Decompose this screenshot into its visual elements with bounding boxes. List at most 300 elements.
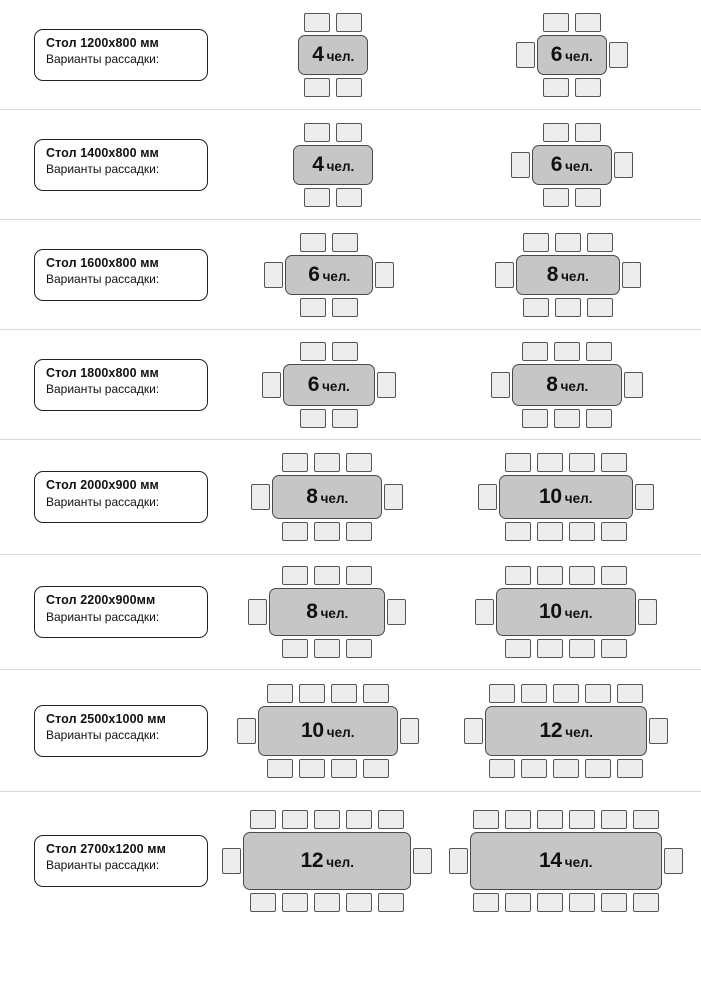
chair	[585, 759, 611, 778]
chair	[336, 188, 362, 207]
chair-slot-right	[622, 372, 645, 398]
table-midsection	[476, 475, 656, 519]
chair	[332, 233, 358, 252]
table-midsection	[489, 364, 645, 406]
chairs-bottom	[304, 78, 362, 97]
table-size-label	[34, 586, 208, 638]
table-shape	[258, 706, 398, 756]
chair	[575, 13, 601, 32]
chair	[336, 13, 362, 32]
seat-count: 10	[301, 718, 324, 742]
chair-slot-right	[636, 599, 659, 625]
chairs-bottom	[250, 893, 404, 912]
seat-count: 6	[550, 42, 563, 66]
table-size-title: Стол 2200x900мм	[46, 593, 156, 607]
seating-variant	[275, 13, 391, 97]
seating-variant	[489, 342, 645, 428]
chair	[585, 684, 611, 703]
chair-slot-left	[514, 42, 537, 68]
chair	[473, 810, 499, 829]
seat-count: 8	[546, 262, 559, 286]
table-midsection	[262, 255, 396, 295]
chair	[304, 78, 330, 97]
seat-unit: чел.	[326, 48, 355, 64]
chair	[400, 718, 419, 744]
chair	[300, 233, 326, 252]
chair	[649, 718, 668, 744]
chair	[555, 298, 581, 317]
chairs-bottom	[523, 298, 613, 317]
seating-variant	[473, 566, 659, 658]
chair	[300, 342, 326, 361]
chair	[505, 522, 531, 541]
chair-slot-right	[620, 262, 643, 288]
chair-slot-left	[489, 372, 512, 398]
chairs-top	[304, 123, 362, 142]
chair	[601, 453, 627, 472]
chair	[346, 453, 372, 472]
chair	[505, 639, 531, 658]
chair	[346, 566, 372, 585]
chair	[262, 372, 281, 398]
seat-unit: чел.	[322, 378, 350, 394]
seat-count: 14	[539, 848, 562, 872]
chair	[304, 13, 330, 32]
chairs-top	[282, 453, 372, 472]
seat-count: 4	[312, 42, 324, 66]
chair	[601, 639, 627, 658]
seat-capacity	[546, 373, 588, 397]
seat-capacity	[539, 485, 592, 509]
chair	[304, 188, 330, 207]
seat-unit: чел.	[320, 606, 349, 621]
chairs-bottom	[473, 893, 659, 912]
chair	[491, 372, 510, 398]
chair	[575, 123, 601, 142]
chair	[617, 759, 643, 778]
seat-count: 8	[306, 485, 318, 508]
chair-slot-left	[262, 262, 285, 288]
table-shape	[243, 832, 411, 890]
chair-slot-right	[633, 484, 656, 510]
table-midsection	[260, 364, 398, 406]
chair-slot-left	[476, 484, 499, 510]
chairs-bottom	[304, 188, 362, 207]
chair	[251, 484, 270, 510]
chair	[264, 262, 283, 288]
chair	[587, 298, 613, 317]
variants-group	[208, 233, 701, 317]
table-size-title: Стол 2000x900 мм	[46, 478, 159, 492]
chair	[511, 152, 530, 178]
chair	[635, 484, 654, 510]
chair	[569, 566, 595, 585]
chairs-bottom	[300, 409, 358, 428]
chair-slot-right	[375, 372, 398, 398]
chair	[633, 893, 659, 912]
seat-capacity	[301, 849, 354, 873]
chair	[314, 566, 340, 585]
chair	[331, 684, 357, 703]
chair	[553, 684, 579, 703]
chair	[336, 123, 362, 142]
table-row	[0, 0, 701, 110]
seat-count: 6	[308, 262, 320, 286]
chair	[282, 453, 308, 472]
chair	[569, 522, 595, 541]
chair-slot-left	[493, 262, 516, 288]
chair	[304, 123, 330, 142]
chair	[586, 342, 612, 361]
chair	[377, 372, 396, 398]
table-midsection	[249, 475, 405, 519]
seat-unit: чел.	[564, 606, 593, 621]
table-size-label	[34, 29, 208, 81]
seat-capacity	[312, 43, 354, 67]
chair	[495, 262, 514, 288]
seat-capacity	[551, 153, 593, 177]
seat-unit: чел.	[326, 158, 355, 174]
chair-slot-left	[249, 484, 272, 510]
variants-group	[208, 123, 701, 207]
seat-unit: чел.	[560, 378, 589, 394]
table-midsection	[462, 706, 670, 756]
table-midsection	[509, 145, 635, 185]
chair	[475, 599, 494, 625]
variants-caption: Варианты рассадки:	[46, 162, 160, 177]
chair	[449, 848, 468, 874]
chair	[664, 848, 683, 874]
chair	[222, 848, 241, 874]
chair	[601, 893, 627, 912]
table-midsection	[220, 832, 434, 890]
chair	[384, 484, 403, 510]
chair	[489, 759, 515, 778]
seating-variant	[220, 810, 434, 912]
chair	[569, 639, 595, 658]
table-shape	[283, 364, 375, 406]
chair	[523, 233, 549, 252]
table-size-label	[34, 359, 208, 411]
seat-unit: чел.	[564, 854, 593, 870]
chairs-bottom	[543, 188, 601, 207]
chairs-bottom	[282, 639, 372, 658]
chairs-top	[543, 123, 601, 142]
variants-caption: Варианты рассадки:	[46, 272, 160, 287]
chair	[346, 810, 372, 829]
chair	[543, 123, 569, 142]
table-size-title: Стол 2500x1000 мм	[46, 711, 166, 726]
chair	[378, 810, 404, 829]
seat-count: 8	[306, 600, 318, 623]
seat-capacity	[306, 485, 348, 509]
chairs-top	[300, 233, 358, 252]
table-row	[0, 440, 701, 555]
chair	[554, 409, 580, 428]
chair	[586, 409, 612, 428]
seating-variant	[509, 123, 635, 207]
variants-group	[208, 810, 701, 912]
table-shape	[293, 145, 373, 185]
variants-caption: Варианты рассадки:	[46, 52, 160, 67]
chair	[601, 566, 627, 585]
chair	[622, 262, 641, 288]
chair	[569, 810, 595, 829]
variants-group	[208, 453, 701, 541]
seat-unit: чел.	[565, 158, 593, 174]
chair-slot-right	[382, 484, 405, 510]
chair-slot-left	[447, 848, 470, 874]
chairs-top	[282, 566, 372, 585]
chair	[638, 599, 657, 625]
chair	[505, 810, 531, 829]
chairs-bottom	[282, 522, 372, 541]
chair	[543, 13, 569, 32]
variants-group	[208, 566, 701, 658]
chair	[282, 639, 308, 658]
chair	[587, 233, 613, 252]
chairs-bottom	[300, 298, 358, 317]
table-row	[0, 555, 701, 670]
seat-capacity	[306, 600, 348, 624]
chair	[575, 188, 601, 207]
chair	[375, 262, 394, 288]
chair	[601, 522, 627, 541]
chair-slot-right	[411, 848, 434, 874]
table-size-label	[34, 249, 208, 301]
table-midsection	[270, 145, 396, 185]
table-midsection	[275, 35, 391, 75]
chair	[553, 759, 579, 778]
table-size-title: Стол 1600x800 мм	[46, 255, 159, 270]
chair	[522, 342, 548, 361]
seat-unit: чел.	[564, 491, 593, 506]
table-shape	[470, 832, 662, 890]
table-size-label	[34, 471, 208, 523]
chair	[363, 759, 389, 778]
seat-capacity	[312, 153, 354, 177]
variants-caption: Варианты рассадки:	[46, 609, 160, 624]
seating-variant	[246, 566, 408, 658]
chair	[378, 893, 404, 912]
seat-unit: чел.	[565, 48, 593, 64]
table-size-title: Стол 1800x800 мм	[46, 365, 159, 380]
chair	[473, 893, 499, 912]
seating-variant	[493, 233, 643, 317]
table-row	[0, 670, 701, 792]
seating-variant	[447, 810, 685, 912]
chair	[300, 409, 326, 428]
chair-slot-left	[235, 718, 258, 744]
seat-capacity	[547, 263, 589, 287]
seating-variant	[270, 123, 396, 207]
seat-count: 8	[546, 372, 558, 396]
table-size-title: Стол 1400x800 мм	[46, 145, 159, 160]
chair	[464, 718, 483, 744]
seating-variant	[476, 453, 656, 541]
table-row	[0, 330, 701, 440]
chair	[521, 759, 547, 778]
variants-group	[208, 342, 701, 428]
chair	[413, 848, 432, 874]
chair	[554, 342, 580, 361]
chair	[346, 893, 372, 912]
chair	[537, 893, 563, 912]
chair	[314, 810, 340, 829]
chair	[250, 810, 276, 829]
table-row	[0, 220, 701, 330]
chair	[299, 759, 325, 778]
table-shape	[272, 475, 382, 519]
chair-slot-right	[662, 848, 685, 874]
table-size-label	[34, 139, 208, 191]
chair	[387, 599, 406, 625]
seat-unit: чел.	[326, 724, 355, 740]
chair	[248, 599, 267, 625]
seat-capacity	[539, 849, 592, 873]
table-shape	[532, 145, 612, 185]
seat-unit: чел.	[320, 491, 349, 506]
table-shape	[499, 475, 633, 519]
chairs-bottom	[543, 78, 601, 97]
chair	[250, 893, 276, 912]
table-size-title: Стол 2700x1200 мм	[46, 841, 166, 856]
chairs-bottom	[505, 639, 627, 658]
chair	[314, 453, 340, 472]
chair-slot-right	[385, 599, 408, 625]
chair	[489, 684, 515, 703]
chair	[522, 409, 548, 428]
chair	[300, 298, 326, 317]
chair-slot-left	[260, 372, 283, 398]
seat-unit: чел.	[326, 854, 354, 870]
chair	[346, 639, 372, 658]
variants-group	[208, 13, 701, 97]
chair	[617, 684, 643, 703]
chair	[505, 566, 531, 585]
chair	[267, 684, 293, 703]
seat-count: 12	[539, 718, 563, 742]
seating-variant	[262, 233, 396, 317]
seat-count: 10	[539, 600, 562, 623]
chair-slot-right	[612, 152, 635, 178]
chair-slot-right	[647, 718, 670, 744]
seating-variant	[235, 684, 421, 778]
chair	[543, 78, 569, 97]
seat-count: 10	[539, 485, 562, 508]
chairs-bottom	[522, 409, 612, 428]
table-shape	[537, 35, 607, 75]
chair	[282, 810, 308, 829]
table-midsection	[447, 832, 685, 890]
chairs-bottom	[505, 522, 627, 541]
chair-slot-right	[373, 262, 396, 288]
variants-caption: Варианты рассадки:	[46, 494, 160, 509]
chair	[336, 78, 362, 97]
table-shape	[485, 706, 647, 756]
chair	[537, 810, 563, 829]
chair	[314, 893, 340, 912]
seat-count: 6	[550, 152, 563, 176]
chairs-top	[505, 566, 627, 585]
seat-capacity	[551, 43, 593, 67]
seating-variant	[514, 13, 630, 97]
table-size-label	[34, 705, 208, 757]
seat-count: 12	[300, 848, 324, 872]
table-row	[0, 792, 701, 929]
seat-capacity	[539, 600, 592, 624]
chair	[614, 152, 633, 178]
chair	[267, 759, 293, 778]
chair	[543, 188, 569, 207]
chair	[516, 42, 535, 68]
chairs-top	[505, 453, 627, 472]
chair	[555, 233, 581, 252]
table-shape	[516, 255, 620, 295]
variants-caption: Варианты рассадки:	[46, 858, 160, 873]
chair	[505, 453, 531, 472]
variants-caption: Варианты рассадки:	[46, 382, 160, 397]
chair	[575, 78, 601, 97]
seat-unit: чел.	[322, 268, 351, 284]
chair	[282, 566, 308, 585]
table-midsection	[493, 255, 643, 295]
chair	[569, 893, 595, 912]
seating-variant	[260, 342, 398, 428]
chair	[314, 639, 340, 658]
variants-caption: Варианты рассадки:	[46, 728, 160, 743]
chair-slot-right	[607, 42, 630, 68]
seat-capacity	[301, 719, 354, 743]
chair	[314, 522, 340, 541]
chairs-top	[250, 810, 404, 829]
chairs-top	[304, 13, 362, 32]
chair	[332, 409, 358, 428]
chairs-top	[300, 342, 358, 361]
chairs-top	[522, 342, 612, 361]
table-row	[0, 110, 701, 220]
table-size-title: Стол 1200x800 мм	[46, 35, 159, 50]
chair-slot-left	[462, 718, 485, 744]
chair-slot-right	[398, 718, 421, 744]
chair	[569, 453, 595, 472]
chairs-top	[489, 684, 643, 703]
chair	[331, 759, 357, 778]
table-shape	[496, 588, 636, 636]
chair	[523, 298, 549, 317]
chair	[537, 639, 563, 658]
chair	[332, 342, 358, 361]
chairs-top	[267, 684, 389, 703]
chair	[332, 298, 358, 317]
chair	[299, 684, 325, 703]
chair-slot-left	[509, 152, 532, 178]
table-shape	[285, 255, 373, 295]
chair	[237, 718, 256, 744]
chair	[601, 810, 627, 829]
table-midsection	[514, 35, 630, 75]
seat-capacity	[540, 719, 593, 743]
chair	[282, 893, 308, 912]
table-midsection	[246, 588, 408, 636]
chair	[624, 372, 643, 398]
chair-slot-left	[220, 848, 243, 874]
chair	[633, 810, 659, 829]
chair	[478, 484, 497, 510]
chair-slot-left	[246, 599, 269, 625]
seat-unit: чел.	[561, 268, 589, 284]
seat-count: 4	[312, 152, 324, 176]
